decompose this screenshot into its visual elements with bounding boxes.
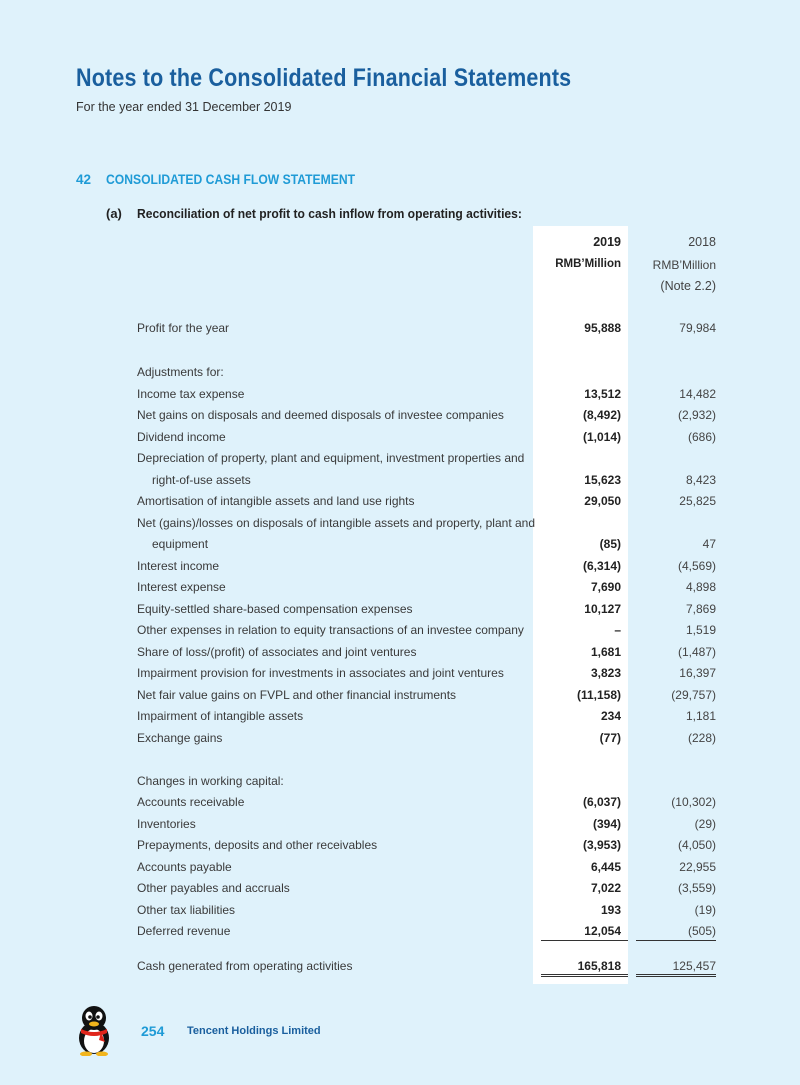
row-heading: Adjustments for: [137,365,224,379]
row-label: Depreciation of property, plant and equipment, investment properties and [137,451,525,465]
value-2018: (29,757) [671,688,716,702]
row-label: Equity-settled share-based compensation expenses [137,602,413,616]
total-row-label: Cash generated from operating activities [137,959,353,973]
column-header-2019: 2019 [593,235,621,249]
value-2018: 25,825 [679,494,716,508]
column-unit-2018: RMB’Million [652,258,716,272]
value-2019: (6,037) [582,795,621,809]
row-label: equipment [152,537,209,551]
row-label: Deferred revenue [137,924,231,938]
value-2018: 16,397 [679,666,716,680]
value-2019: (1,014) [582,430,621,444]
row-label: Dividend income [137,430,226,444]
column-header-2018: 2018 [688,235,716,249]
row-label: Other payables and accruals [137,881,290,895]
value-2018: 1,519 [685,623,716,637]
row-label: Inventories [137,817,196,831]
page-subtitle: For the year ended 31 December 2019 [76,100,292,114]
company-name: Tencent Holdings Limited [187,1025,321,1037]
value-2018: 79,984 [679,321,716,335]
value-2019: 15,623 [584,473,621,487]
row-label: Impairment provision for investments in associates and joint ventures [137,666,504,680]
row-label: Share of loss/(profit) of associates and joint ventures [137,645,417,659]
subtotal-rule-2018 [636,940,716,941]
value-2018: (505) [687,924,716,938]
value-2019: 7,022 [590,881,621,895]
value-2019: 10,127 [584,602,621,616]
total-value-2018: 125,457 [672,959,716,973]
column-note-2018: (Note 2.2) [660,279,716,293]
penguin-mascot-icon [72,1004,116,1056]
value-2018: (19) [694,903,716,917]
value-2019: 29,050 [584,494,621,508]
row-label: Prepayments, deposits and other receivables [137,838,378,852]
row-label: Income tax expense [137,387,245,401]
row-label: Amortisation of intangible assets and land use rights [137,494,415,508]
row-label: Impairment of intangible assets [137,709,304,723]
subsection-title: Reconciliation of net profit to cash inflow from operating activities: [137,206,522,221]
subsection-number: (a) [106,206,122,221]
value-2019: 12,054 [584,924,621,938]
row-label: Exchange gains [137,731,223,745]
value-2019: 7,690 [590,580,621,594]
page-number: 254 [141,1023,165,1039]
value-2018: (3,559) [677,881,716,895]
total-value-2019: 165,818 [577,959,621,973]
value-2019: (85) [599,537,621,551]
value-2018: (686) [687,430,716,444]
page-title: Notes to the Consolidated Financial Statements [76,64,572,92]
total-rule-2019 [541,974,628,977]
value-2018: 1,181 [685,709,716,723]
column-unit-2019: RMB’Million [555,258,621,270]
value-2018: 14,482 [679,387,716,401]
value-2019: – [614,623,621,637]
value-2019: (11,158) [576,688,621,702]
value-2018: 8,423 [685,473,716,487]
value-2018: 47 [702,537,716,551]
row-label: Other expenses in relation to equity transactions of an investee company [137,623,524,637]
value-2019: (6,314) [582,559,621,573]
value-2019: 13,512 [584,387,621,401]
value-2018: 7,869 [685,602,716,616]
value-2019: 95,888 [584,321,621,335]
total-rule-2018 [636,974,716,977]
row-label: Net fair value gains on FVPL and other financial instruments [137,688,457,702]
value-2019: 234 [600,709,621,723]
row-label: Net gains on disposals and deemed disposals of investee companies [137,408,504,422]
section-title: CONSOLIDATED CASH FLOW STATEMENT [106,172,356,187]
value-2018: (29) [694,817,716,831]
value-2018: (1,487) [677,645,716,659]
row-label: right-of-use assets [152,473,251,487]
row-label: Profit for the year [137,321,230,335]
value-2018: (4,050) [677,838,716,852]
row-label: Net (gains)/losses on disposals of intangible assets and property, plant and [137,516,536,530]
value-2019: 3,823 [590,666,621,680]
row-label: Interest income [137,559,220,573]
section-number: 42 [76,172,92,187]
row-label: Interest expense [137,580,226,594]
value-2019: (394) [592,817,621,831]
row-label: Accounts receivable [137,795,245,809]
value-2018: 22,955 [679,860,716,874]
value-2018: 4,898 [685,580,716,594]
row-heading: Changes in working capital: [137,774,284,788]
value-2019: (3,953) [582,838,621,852]
value-2019: 193 [600,903,621,917]
value-2018: (4,569) [677,559,716,573]
value-2018: (228) [687,731,716,745]
value-2019: (77) [599,731,621,745]
value-2019: (8,492) [582,408,621,422]
subtotal-rule-2019 [541,940,628,941]
row-label: Accounts payable [137,860,232,874]
value-2018: (10,302) [671,795,716,809]
value-2018: (2,932) [677,408,716,422]
row-label: Other tax liabilities [137,903,236,917]
value-2019: 1,681 [590,645,621,659]
value-2019: 6,445 [590,860,621,874]
